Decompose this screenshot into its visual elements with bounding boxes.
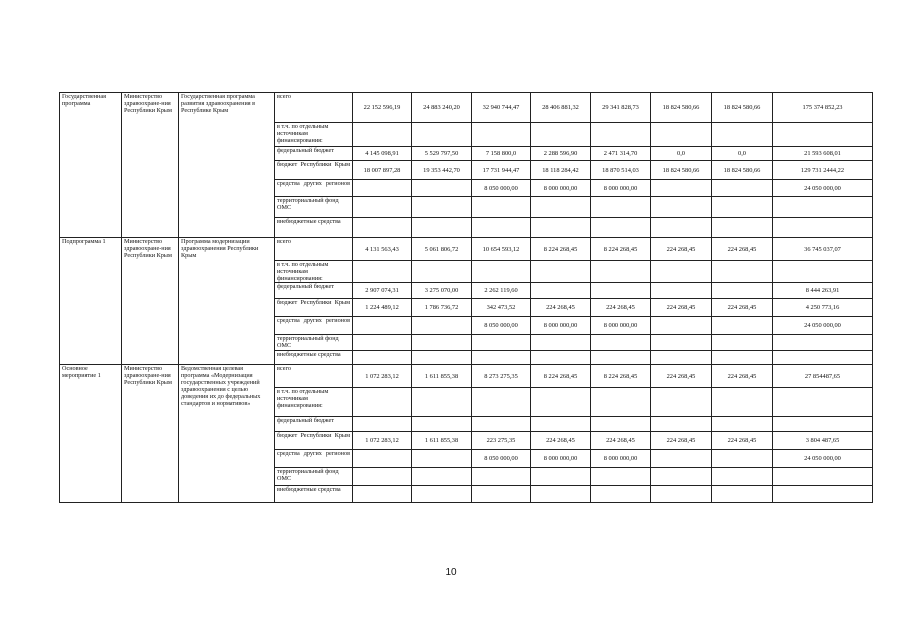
year-value [472,261,531,283]
year-value [712,261,773,283]
year-value [531,283,591,299]
funding-source: в т.ч. по отдельным источникам финансирования: [275,388,353,417]
year-value [651,218,712,238]
year-value: 8 000 000,00 [531,317,591,335]
year-value: 18 870 514,03 [591,161,651,180]
total-value [773,335,873,351]
year-value [472,388,531,417]
year-value [651,317,712,335]
year-value [412,197,472,218]
year-value: 1 072 283,12 [353,432,412,450]
funding-source: средства других регионов [275,180,353,197]
year-value [531,261,591,283]
year-value [531,486,591,503]
year-value [531,388,591,417]
year-value: 18 824 580,66 [651,161,712,180]
block-level: Государственная программа [60,93,122,238]
year-value [353,335,412,351]
total-value [773,261,873,283]
funding-source: внебюджетные средства [275,351,353,365]
year-value [712,351,773,365]
year-value [712,180,773,197]
total-value [773,486,873,503]
year-value: 18 118 284,42 [531,161,591,180]
total-value: 175 374 852,23 [773,93,873,123]
year-value [591,197,651,218]
year-value [412,317,472,335]
year-value [353,197,412,218]
year-value [651,197,712,218]
year-value: 18 824 580,66 [651,93,712,123]
year-value: 0,0 [651,147,712,161]
year-value: 224 268,45 [531,432,591,450]
year-value: 224 268,45 [591,299,651,317]
year-value [712,283,773,299]
year-value [651,388,712,417]
year-value: 342 473,52 [472,299,531,317]
year-value: 8 273 275,35 [472,365,531,388]
year-value: 2 907 074,31 [353,283,412,299]
funding-source: в т.ч. по отдельным источникам финансирования: [275,261,353,283]
year-value: 29 341 828,73 [591,93,651,123]
year-value [712,218,773,238]
funding-source: территориальный фонд ОМС [275,335,353,351]
total-value: 27 854487,65 [773,365,873,388]
table-row [60,365,873,388]
year-value [353,351,412,365]
year-value [412,468,472,486]
total-value: 24 050 000,00 [773,450,873,468]
year-value [591,261,651,283]
total-value [773,123,873,147]
year-value: 8 050 000,00 [472,180,531,197]
funding-source: всего [275,93,353,123]
year-value [591,218,651,238]
year-value [712,123,773,147]
block-level: Подпрограмма 1 [60,238,122,365]
year-value [531,335,591,351]
year-value [472,123,531,147]
year-value [353,317,412,335]
year-value [591,468,651,486]
funding-source: федеральный бюджет [275,283,353,299]
total-value [773,218,873,238]
year-value [412,388,472,417]
year-value [712,317,773,335]
funding-source: бюджет Республики Крым [275,299,353,317]
block-program: Ведомственная целевая программа «Модернизация государственных учреждений здравоохранения с целью доведения их до федеральных стандартов и нормативов» [179,365,275,503]
year-value [651,261,712,283]
year-value [651,180,712,197]
year-value: 1 072 283,12 [353,365,412,388]
year-value: 3 275 070,00 [412,283,472,299]
year-value [531,197,591,218]
year-value: 28 406 881,32 [531,93,591,123]
year-value: 7 158 800,0 [472,147,531,161]
year-value: 8 224 268,45 [531,238,591,261]
funding-table [59,92,873,503]
funding-source: бюджет Республики Крым [275,161,353,180]
total-value: 36 745 037,07 [773,238,873,261]
year-value: 8 050 000,00 [472,450,531,468]
year-value: 19 353 442,70 [412,161,472,180]
funding-source: бюджет Республики Крым [275,432,353,450]
year-value [531,417,591,432]
year-value [712,468,773,486]
year-value: 224 268,45 [712,432,773,450]
year-value: 18 824 580,66 [712,93,773,123]
block-executor: Министерство здравоохране-ния Республики Крым [122,93,179,238]
year-value: 224 268,45 [651,238,712,261]
total-value: 8 444 263,91 [773,283,873,299]
year-value [353,417,412,432]
year-value [591,283,651,299]
year-value [591,123,651,147]
total-value [773,468,873,486]
year-value [412,335,472,351]
total-value: 24 050 000,00 [773,317,873,335]
year-value: 5 061 806,72 [412,238,472,261]
year-value [651,417,712,432]
year-value [412,123,472,147]
year-value [353,123,412,147]
block-program: Государственная программа развития здравоохранения в Республике Крым [179,93,275,238]
year-value: 4 145 098,91 [353,147,412,161]
year-value: 4 131 563,43 [353,238,412,261]
year-value: 224 268,45 [651,365,712,388]
year-value [651,283,712,299]
year-value [353,261,412,283]
total-value [773,197,873,218]
year-value [531,351,591,365]
year-value: 8 224 268,45 [591,238,651,261]
year-value: 8 224 268,45 [531,365,591,388]
year-value [591,351,651,365]
year-value: 8 000 000,00 [591,450,651,468]
year-value: 2 288 596,90 [531,147,591,161]
year-value [531,468,591,486]
year-value: 1 224 489,12 [353,299,412,317]
year-value [712,197,773,218]
funding-source: всего [275,238,353,261]
year-value: 0,0 [712,147,773,161]
funding-source: всего [275,365,353,388]
year-value: 8 224 268,45 [591,365,651,388]
table-row [60,93,873,123]
funding-source: средства других регионов [275,317,353,335]
year-value: 2 471 314,70 [591,147,651,161]
year-value [412,351,472,365]
funding-source: внебюджетные средства [275,218,353,238]
year-value: 22 152 596,19 [353,93,412,123]
year-value: 1 611 855,38 [412,365,472,388]
year-value: 17 731 944,47 [472,161,531,180]
year-value [651,450,712,468]
year-value: 5 529 797,50 [412,147,472,161]
year-value: 224 268,45 [712,365,773,388]
total-value: 3 804 487,65 [773,432,873,450]
year-value: 224 268,45 [591,432,651,450]
year-value: 8 000 000,00 [591,317,651,335]
year-value: 18 007 897,28 [353,161,412,180]
year-value [712,388,773,417]
year-value [472,218,531,238]
year-value [651,468,712,486]
total-value: 4 250 773,16 [773,299,873,317]
table-row [60,238,873,261]
year-value [651,486,712,503]
year-value [472,417,531,432]
year-value [591,335,651,351]
year-value [591,417,651,432]
year-value [353,180,412,197]
year-value [651,123,712,147]
year-value: 1 786 736,72 [412,299,472,317]
year-value [712,417,773,432]
year-value [412,180,472,197]
year-value: 24 883 240,20 [412,93,472,123]
year-value: 8 050 000,00 [472,317,531,335]
year-value: 10 654 593,12 [472,238,531,261]
year-value [591,486,651,503]
total-value [773,417,873,432]
year-value [353,450,412,468]
year-value: 1 611 855,38 [412,432,472,450]
year-value: 224 268,45 [712,299,773,317]
total-value [773,351,873,365]
block-program: Программа модернизации здравоохранения Республики Крым [179,238,275,365]
total-value: 21 593 608,01 [773,147,873,161]
year-value [472,486,531,503]
year-value: 32 940 744,47 [472,93,531,123]
funding-source: федеральный бюджет [275,147,353,161]
year-value [472,197,531,218]
year-value [651,351,712,365]
year-value [412,261,472,283]
block-level: Основное мероприятие 1 [60,365,122,503]
total-value [773,388,873,417]
year-value [353,218,412,238]
year-value [531,218,591,238]
year-value: 2 262 119,60 [472,283,531,299]
year-value: 8 000 000,00 [531,450,591,468]
year-value [353,486,412,503]
funding-source: внебюджетные средства [275,486,353,503]
year-value: 18 824 580,66 [712,161,773,180]
total-value: 129 731 2444,22 [773,161,873,180]
block-executor: Министерство здравоохране-ния Республики Крым [122,365,179,503]
year-value [591,388,651,417]
funding-source: в т.ч. по отдельным источникам финансирования: [275,123,353,147]
year-value: 223 275,35 [472,432,531,450]
year-value: 224 268,45 [651,299,712,317]
year-value [412,417,472,432]
year-value [412,218,472,238]
year-value [712,486,773,503]
year-value [472,351,531,365]
year-value [353,468,412,486]
funding-source: территориальный фонд ОМС [275,197,353,218]
year-value [531,123,591,147]
page-number: 10 [445,567,457,578]
total-value: 24 050 000,00 [773,180,873,197]
year-value: 8 000 000,00 [531,180,591,197]
year-value: 224 268,45 [651,432,712,450]
block-executor: Министерство здравоохране-ния Республики Крым [122,238,179,365]
year-value [651,335,712,351]
year-value [412,450,472,468]
funding-source: средства других регионов [275,450,353,468]
funding-source: федеральный бюджет [275,417,353,432]
year-value [353,388,412,417]
year-value: 224 268,45 [531,299,591,317]
year-value [712,335,773,351]
year-value [472,468,531,486]
year-value [472,335,531,351]
funding-source: территориальный фонд ОМС [275,468,353,486]
year-value: 8 000 000,00 [591,180,651,197]
year-value [712,450,773,468]
year-value [412,486,472,503]
year-value: 224 268,45 [712,238,773,261]
